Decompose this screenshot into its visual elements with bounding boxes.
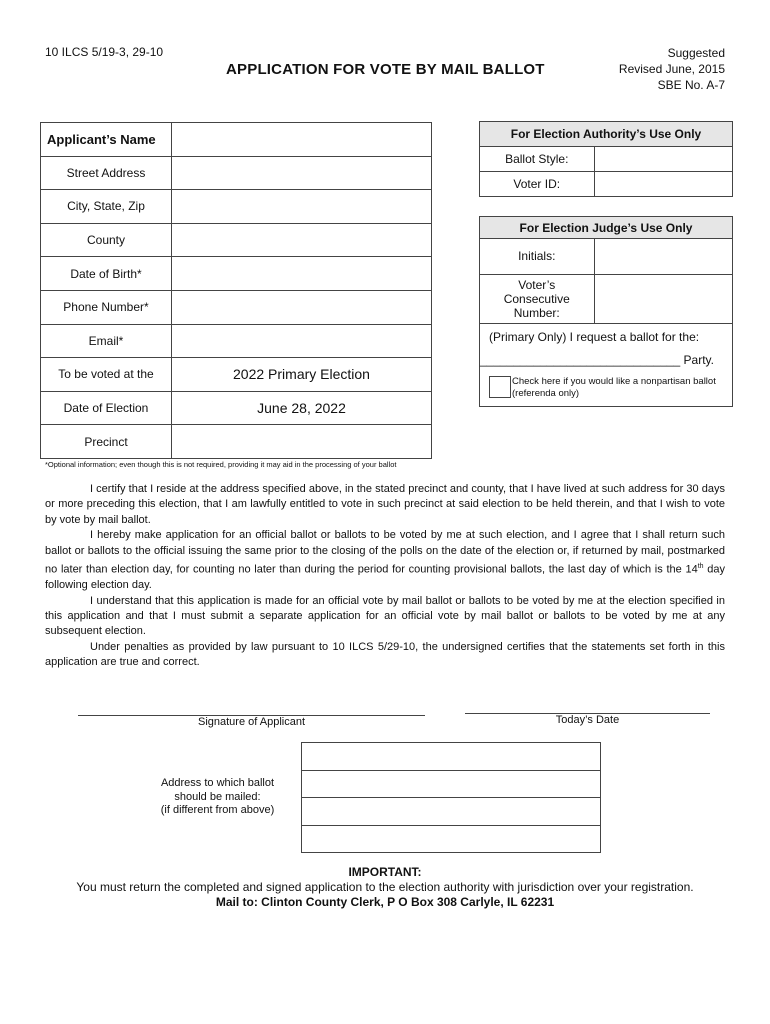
nonpartisan-checkbox-label: Check here if you would like a nonpartisan ballot (referenda only) [512,376,716,399]
signature-label: Signature of Applicant [197,716,306,728]
election-name-field[interactable]: 2022 Primary Election [172,358,432,392]
nonpartisan-checkbox[interactable] [489,376,511,398]
table-row [480,147,732,172]
paragraph-text: I hereby make application for an official ballot or ballots to be voted by me at such election, and I agree that I shall return such ballot or ballots to the official issuing the same prior to the closing of the polls on the date of the election or, if returned by mail, postmarked no later than election day, for counting no later than during the period for counting provisional ballots, the last day of which is the 14 [45,529,725,576]
table-row [41,425,432,459]
consecutive-number-field[interactable] [594,274,732,323]
table-row [302,825,601,853]
county-field[interactable] [172,223,432,257]
table-row [302,798,601,826]
party-request-text: (Primary Only) I request a ballot for the: [489,330,700,344]
mailing-address-line[interactable] [302,825,601,853]
applicant-name-label: Applicant’s Name [41,123,172,157]
consecutive-number-label: Voter’s Consecutive Number: [480,274,594,323]
initials-label: Initials: [480,239,594,274]
date-of-birth-label: Date of Birth* [41,257,172,291]
mailing-address-line[interactable] [302,770,601,798]
important-notice [0,865,770,910]
applicant-info-table [40,122,432,459]
city-state-zip-field[interactable] [172,190,432,224]
certification-text [45,482,725,671]
revision-line: Suggested [667,46,725,60]
table-row [41,156,432,190]
initials-field[interactable] [594,239,732,274]
ballot-style-field[interactable] [594,147,732,172]
election-judge-header: For Election Judge’s Use Only [480,217,732,239]
mail-to-address: Mail to: Clinton County Clerk, P O Box 308 Carlyle, IL 62231 [215,895,555,909]
mailing-address-line[interactable] [302,798,601,826]
statute-reference: 10 ILCS 5/19-3, 29-10 [45,45,164,59]
ordinal-suffix: th [697,563,704,571]
email-field[interactable] [172,324,432,358]
election-authority-box [479,121,733,197]
ballot-style-label: Ballot Style: [480,147,594,172]
date-label: Today’s Date [555,714,620,726]
revision-line: SBE No. A-7 [657,78,725,92]
election-authority-header: For Election Authority’s Use Only [480,122,732,147]
label-line: Address to which ballot [160,777,275,789]
label-line: should be mailed: [174,790,261,803]
date-of-election-label: Date of Election [41,391,172,425]
street-address-field[interactable] [172,156,432,190]
table-row [41,190,432,224]
table-row [302,743,601,771]
revision-info [590,45,725,93]
mailing-address-line[interactable] [302,743,601,771]
paragraph-text: day following election day. [45,563,726,592]
voted-at-label: To be voted at the [41,358,172,392]
certification-paragraph [45,528,725,593]
election-judge-box [479,216,733,324]
mailing-address-box [301,742,601,853]
table-row [41,391,432,425]
certification-paragraph: I understand that this application is made for an official vote by mail ballot or ballots to be voted by me at the election specified in this application and that I must submit a separate application for an official vote by mail ballot or ballots to be voted by me at any subsequent election. [45,594,725,638]
form-title: APPLICATION FOR VOTE BY MAIL BALLOT [226,61,545,78]
email-label: Email* [41,324,172,358]
voter-id-label: Voter ID: [480,172,594,197]
important-heading: IMPORTANT: [348,865,422,879]
table-row [41,290,432,324]
table-row [41,123,432,157]
important-text: You must return the completed and signed application to the election authority with jurisdiction over your registration. [76,880,694,894]
label-line: (if different from above) [160,804,275,816]
city-state-zip-label: City, State, Zip [41,190,172,224]
optional-footnote: *Optional information; even though this is not required, providing it may aid in the processing of your ballot [45,460,397,469]
phone-number-label: Phone Number* [41,290,172,324]
certification-paragraph: Under penalties as provided by law pursuant to 10 ILCS 5/29-10, the undersigned certifies that the statements set forth in this application are true and correct. [45,640,725,669]
phone-number-field[interactable] [172,290,432,324]
table-row [480,274,732,323]
table-row [480,239,732,274]
precinct-label: Precinct [41,425,172,459]
voter-id-field[interactable] [594,172,732,197]
street-address-label: Street Address [41,156,172,190]
table-row [41,257,432,291]
certification-paragraph: I certify that I reside at the address specified above, in the stated precinct and county, that I have lived at such address for 30 days or more preceding this election, that I am lawfully entitled to vote in such precinct at said election to be held therein, and that I wish to vote by vote by mail ballot. [45,483,725,526]
table-row [41,223,432,257]
precinct-field[interactable] [172,425,432,459]
election-judge-table [480,239,732,323]
party-name-line[interactable]: ______________________________ Party. [480,353,714,367]
date-of-election-field[interactable]: June 28, 2022 [172,391,432,425]
primary-party-box [479,323,733,407]
applicant-name-field[interactable] [172,123,432,157]
county-label: County [41,223,172,257]
date-of-birth-field[interactable] [172,257,432,291]
table-row [480,172,732,197]
table-row [41,358,432,392]
revision-line: Revised June, 2015 [618,62,725,76]
table-row [302,770,601,798]
election-authority-table [480,147,732,196]
mailing-address-label [155,777,280,818]
table-row [41,324,432,358]
